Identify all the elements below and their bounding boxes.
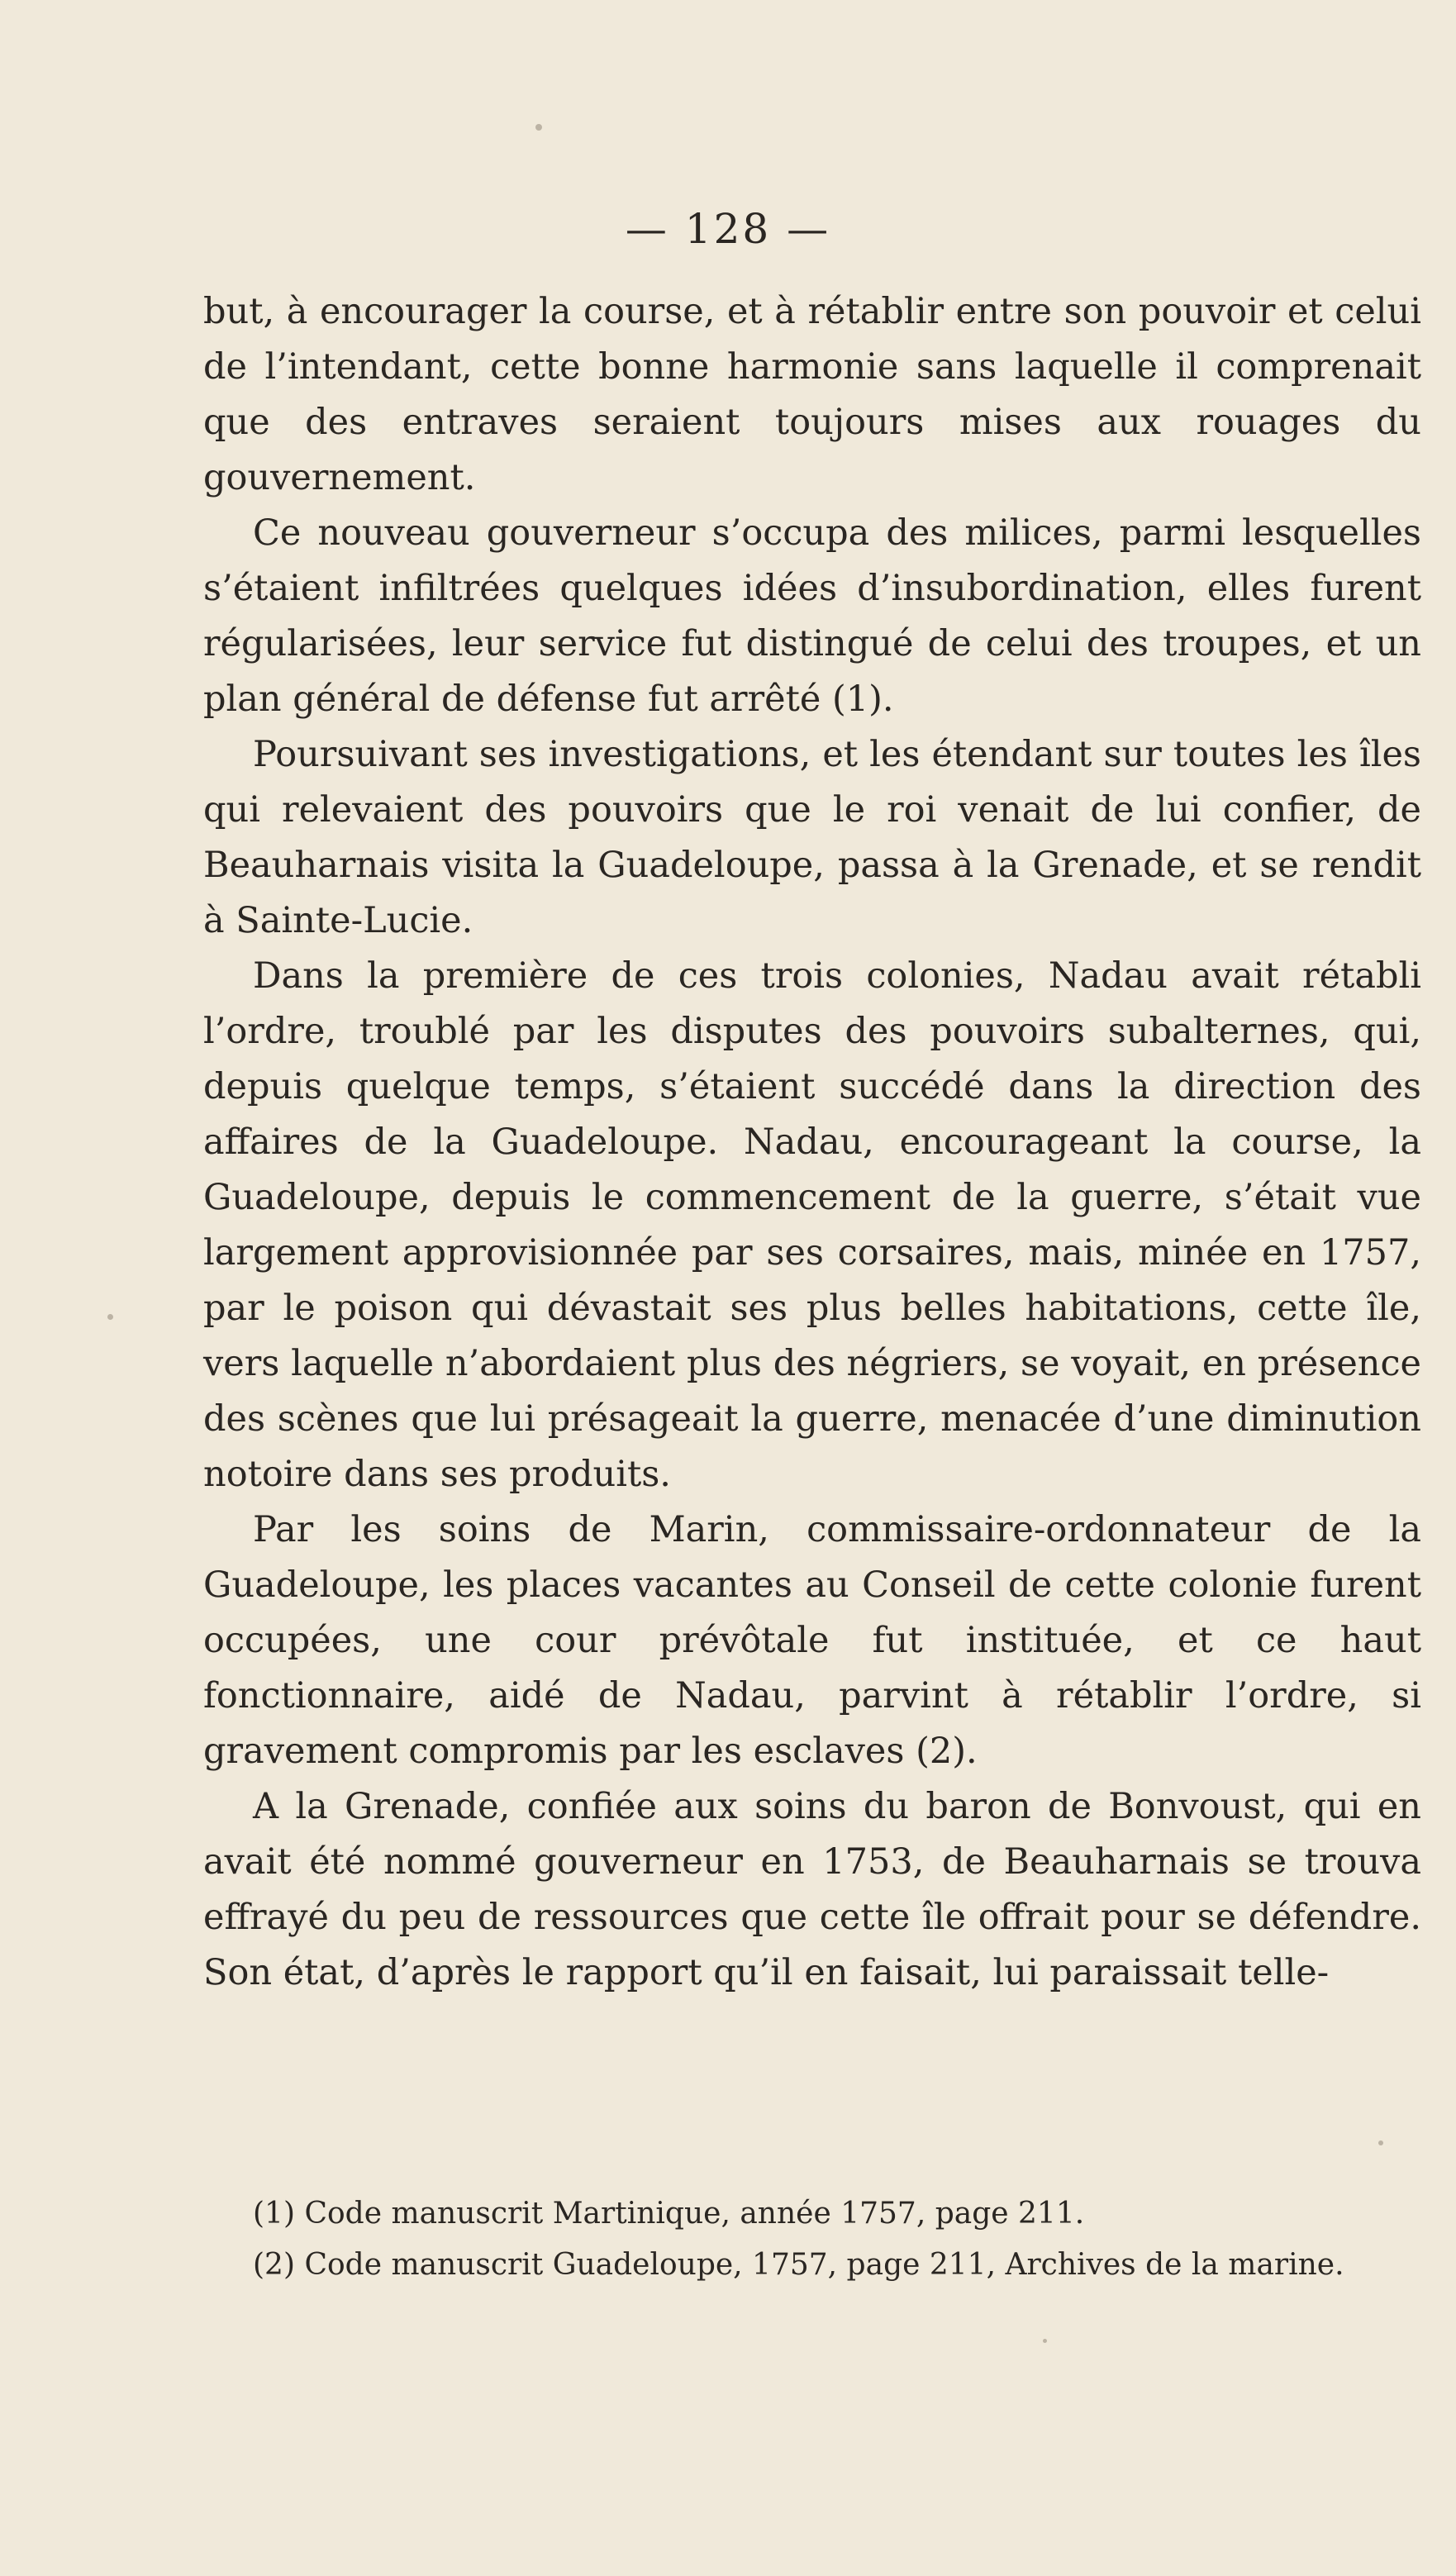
footnote: (1) Code manuscrit Martinique, année 1757, page 211. xyxy=(253,2197,1085,2231)
footnotes xyxy=(203,2188,1421,2291)
paragraph: A la Grenade, confiée aux soins du baron de Bonvoust, qui en avait été nommé gouverneur en 1753, de Beauharnais se trouva effrayé du peu de ressources que cette île offrait pour se défendre. Son état, d’après le rapport qu’il en faisait, lui paraissait telle- xyxy=(203,1786,1421,1993)
paper-speck xyxy=(1378,2140,1383,2145)
body-text xyxy=(203,284,1421,2001)
page-number: — 128 — xyxy=(625,205,831,253)
paper-speck xyxy=(107,1314,113,1320)
paragraph: Par les soins de Marin, commissaire-ordonnateur de la Guadeloupe, les places vacantes au Conseil de cette colonie furent occupées, une cour prévôtale fut instituée, et ce haut fonctionnaire, aidé de Nadau, parvint à rétablir l’ordre, si gravement compromis par les esclaves (2). xyxy=(203,1509,1421,1772)
footnote: (2) Code manuscrit Guadeloupe, 1757, page 211, Archives de la marine. xyxy=(253,2248,1344,2282)
paragraph: Poursuivant ses investigations, et les étendant sur toutes les îles qui relevaient des pouvoirs que le roi venait de lui confier, de Beauharnais visita la Guadeloupe, passa à la Grenade, et se rendit à Sainte-Lucie. xyxy=(203,734,1421,941)
paragraph: Dans la première de ces trois colonies, Nadau avait rétabli l’ordre, troublé par les disputes des pouvoirs subalternes, qui, depuis quelque temps, s’étaient succédé dans la direction des affaires de la Guadeloupe. Nadau, encourageant la course, la Guadeloupe, depuis le commencement de la guerre, s’était vue largement approvisionnée par ses corsaires, mais, minée en 1757, par le poison qui dévastait ses plus belles habitations, cette île, vers laquelle n’abordaient plus des négriers, se voyait, en présence des scènes que lui présageait la guerre, menacée d’une diminution notoire dans ses produits. xyxy=(203,955,1421,1495)
paper-speck xyxy=(1043,2339,1047,2343)
paragraph: but, à encourager la course, et à rétablir entre son pouvoir et celui de l’intendant, cette bonne harmonie sans laquelle il comprenait que des entraves seraient toujours mises aux rouages du gouvernement. xyxy=(203,291,1421,498)
paper-speck xyxy=(535,124,542,131)
paragraph: Ce nouveau gouverneur s’occupa des milices, parmi lesquelles s’étaient infiltrées quelques idées d’insubordination, elles furent régularisées, leur service fut distingué de celui des troupes, et un plan général de défense fut arrêté (1). xyxy=(203,512,1421,720)
